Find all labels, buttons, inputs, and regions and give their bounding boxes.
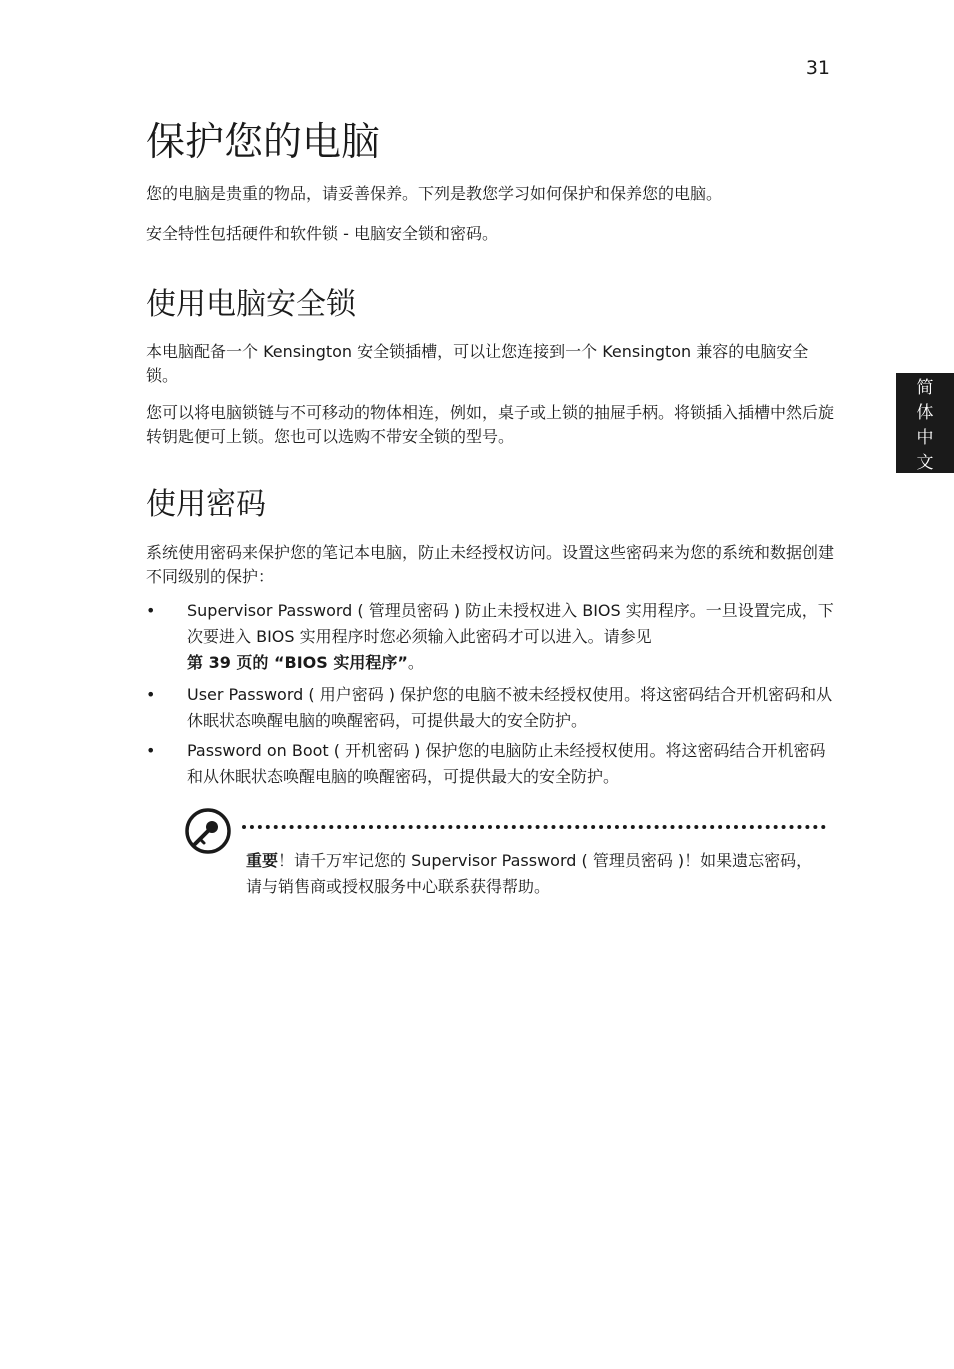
language-tab-char: 文 — [916, 453, 934, 473]
bullet-password-on-boot: Password on Boot ( 开机密码 ) 保护您的电脑防止未经授权使用。将这密码结合开机密码和从休眠状态唤醒电脑的唤醒密码，可提供最大的安全防护。 — [187, 741, 826, 786]
bullet-supervisor-password — [187, 598, 837, 676]
language-tab-char: 体 — [916, 403, 934, 423]
bullet-icon: • — [146, 601, 156, 620]
bullet-icon: • — [146, 741, 156, 760]
section-heading-password: 使用密码 — [146, 487, 266, 522]
note-body: ！请千万牢记您的 Supervisor Password ( 管理员密码 )！如果遗忘密码，请与销售商或授权服务中心联系获得帮助。 — [246, 851, 813, 896]
page-number: 31 — [805, 57, 830, 79]
language-tab-char: 简 — [916, 378, 934, 398]
language-tab-char: 中 — [916, 428, 934, 448]
page-title: 保护您的电脑 — [146, 120, 381, 165]
language-tab — [896, 373, 954, 473]
section-heading-lock: 使用电脑安全锁 — [146, 287, 356, 322]
note-label: 重要 — [246, 851, 279, 870]
bullet-user-password: User Password ( 用户密码 ) 保护您的电脑不被未经授权使用。将这密码结合开机密码和从休眠状态唤醒电脑的唤醒密码，可提供最大的安全防护。 — [187, 685, 833, 730]
important-note — [246, 848, 826, 900]
lock-paragraph: 您可以将电脑锁链与不可移动的物体相连，例如，桌子或上锁的抽屉手柄。将锁插入插槽中然后旋转钥匙便可上锁。您也可以选购不带安全锁的型号。 — [146, 403, 835, 446]
lock-paragraph: 本电脑配备一个 Kensington 安全锁插槽，可以让您连接到一个 Kensington 兼容的电脑安全锁。 — [146, 342, 809, 385]
password-paragraph: 系统使用密码来保护您的笔记本电脑，防止未经授权访问。设置这些密码来为您的系统和数据创建不同级别的保护： — [146, 543, 835, 586]
bullet-tail: 。 — [407, 653, 424, 672]
intro-paragraph: 您的电脑是贵重的物品，请妥善保养。下列是教您学习如何保护和保养您的电脑。 — [146, 184, 723, 203]
note-divider — [242, 825, 826, 829]
bullet-icon: • — [146, 685, 156, 704]
bullet-text: Supervisor Password ( 管理员密码 ) 防止未授权进入 BIOS 实用程序。一旦设置完成，下次要进入 BIOS 实用程序时您必须输入此密码才可以进入。请参见 — [187, 601, 834, 646]
intro-paragraph: 安全特性包括硬件和软件锁 - 电脑安全锁和密码。 — [146, 224, 498, 243]
key-icon — [185, 808, 231, 854]
page-reference-link[interactable]: 第 39 页的 “BIOS 实用程序” — [187, 653, 408, 672]
